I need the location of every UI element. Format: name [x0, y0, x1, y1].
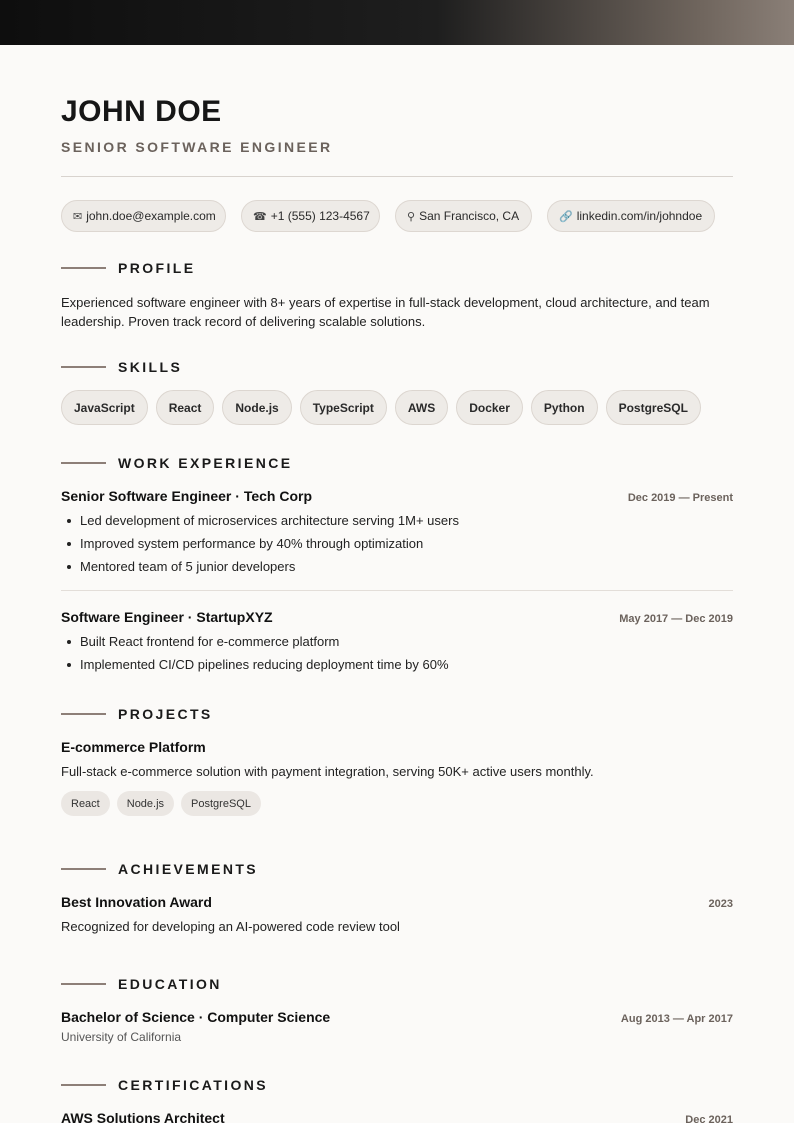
achievement-description: Recognized for developing an AI-powered code review tool — [61, 919, 400, 934]
link-icon: 🔗 — [559, 210, 573, 223]
header-divider — [61, 176, 733, 177]
project-entry — [61, 739, 733, 816]
project-tech-tags — [61, 791, 733, 816]
certifications-section-heading — [61, 1076, 733, 1094]
experience-title: WORK EXPERIENCE — [118, 455, 293, 471]
achievement-year: 2023 — [708, 898, 733, 910]
skill-tag: JavaScript — [61, 390, 148, 425]
heading-rule — [61, 983, 106, 985]
project-name: E-commerce Platform — [61, 739, 206, 755]
education-section-heading — [61, 975, 733, 993]
skill-tag: AWS — [395, 390, 448, 425]
heading-rule — [61, 1084, 106, 1086]
profile-title: PROFILE — [118, 260, 196, 276]
achievements-section-heading — [61, 860, 733, 878]
job-bullet: Implemented CI/CD pipelines reducing deployment time by 60% — [61, 653, 733, 676]
job-bullets — [61, 509, 733, 578]
contact-list — [61, 200, 733, 232]
experience-section-heading — [61, 454, 733, 472]
degree: Bachelor of Science · Computer Science — [61, 1009, 331, 1025]
job-divider — [61, 590, 733, 591]
envelope-icon: ✉ — [73, 210, 83, 223]
skills-list — [61, 390, 733, 425]
job-bullet: Mentored team of 5 junior developers — [61, 555, 733, 578]
skills-section-heading — [61, 358, 733, 376]
profile-summary: Experienced software engineer with 8+ years of expertise in full-stack development, cloud architecture, and team leadership. Proven track record of delivering scalable solutions. — [61, 295, 710, 329]
job-bullet: Led development of microservices architecture serving 1M+ users — [61, 509, 733, 532]
education-entry — [61, 1009, 733, 1044]
tech-tag: PostgreSQL — [181, 791, 261, 816]
skill-tag: PostgreSQL — [606, 390, 701, 425]
contact-location-text: San Francisco, CA — [419, 209, 520, 223]
contact-location[interactable] — [395, 200, 532, 232]
job-title: Senior Software Engineer · Tech Corp — [61, 488, 313, 504]
job-bullet: Built React frontend for e-commerce platform — [61, 630, 733, 653]
certifications-title: CERTIFICATIONS — [118, 1077, 269, 1093]
tech-tag: Node.js — [117, 791, 174, 816]
skill-tag: TypeScript — [300, 390, 387, 425]
achievement-entry — [61, 894, 733, 936]
job-dates: Dec 2019 — Present — [627, 492, 733, 504]
projects-title: PROJECTS — [118, 706, 213, 722]
education-title: EDUCATION — [118, 976, 222, 992]
certification-name: AWS Solutions Architect — [61, 1110, 225, 1123]
job-role: SENIOR SOFTWARE ENGINEER — [61, 139, 333, 155]
skills-title: SKILLS — [118, 359, 183, 375]
contact-phone[interactable] — [241, 200, 380, 232]
profile-section-heading — [61, 259, 733, 277]
contact-phone-text: +1 (555) 123-4567 — [270, 209, 370, 223]
project-description: Full-stack e-commerce solution with payment integration, serving 50K+ active users monthly. — [61, 764, 594, 779]
projects-section-heading — [61, 705, 733, 723]
skill-tag: React — [156, 390, 215, 425]
achievements-title: ACHIEVEMENTS — [118, 861, 259, 877]
achievement-name: Best Innovation Award — [61, 894, 212, 910]
candidate-name: JOHN DOE — [61, 95, 222, 128]
skill-tag: Node.js — [222, 390, 291, 425]
job-header — [61, 609, 733, 625]
tech-tag: React — [61, 791, 110, 816]
location-pin-icon: ⚲ — [407, 210, 416, 223]
contact-email[interactable] — [61, 200, 226, 232]
skill-tag: Python — [531, 390, 598, 425]
heading-rule — [61, 868, 106, 870]
job-entry — [61, 488, 733, 578]
education-header — [61, 1009, 733, 1025]
header-banner — [0, 0, 794, 45]
heading-rule — [61, 462, 106, 464]
contact-linkedin-text: linkedin.com/in/johndoe — [576, 209, 703, 223]
job-bullets — [61, 630, 733, 676]
heading-rule — [61, 713, 106, 715]
school-name: University of California — [61, 1030, 182, 1044]
certification-date: Dec 2021 — [685, 1114, 733, 1123]
resume — [61, 95, 733, 1123]
job-entry — [61, 609, 733, 676]
phone-icon: ☎ — [253, 210, 267, 223]
heading-rule — [61, 366, 106, 368]
education-dates: Aug 2013 — Apr 2017 — [620, 1013, 733, 1025]
skill-tag: Docker — [456, 390, 523, 425]
certification-entry — [61, 1110, 733, 1123]
job-dates: May 2017 — Dec 2019 — [619, 613, 733, 625]
contact-email-text: john.doe@example.com — [86, 209, 216, 223]
contact-linkedin[interactable] — [547, 200, 715, 232]
achievement-header — [61, 894, 733, 910]
job-title: Software Engineer · StartupXYZ — [61, 609, 273, 625]
job-header — [61, 488, 733, 504]
certification-header — [61, 1110, 733, 1123]
job-bullet: Improved system performance by 40% through optimization — [61, 532, 733, 555]
heading-rule — [61, 267, 106, 269]
